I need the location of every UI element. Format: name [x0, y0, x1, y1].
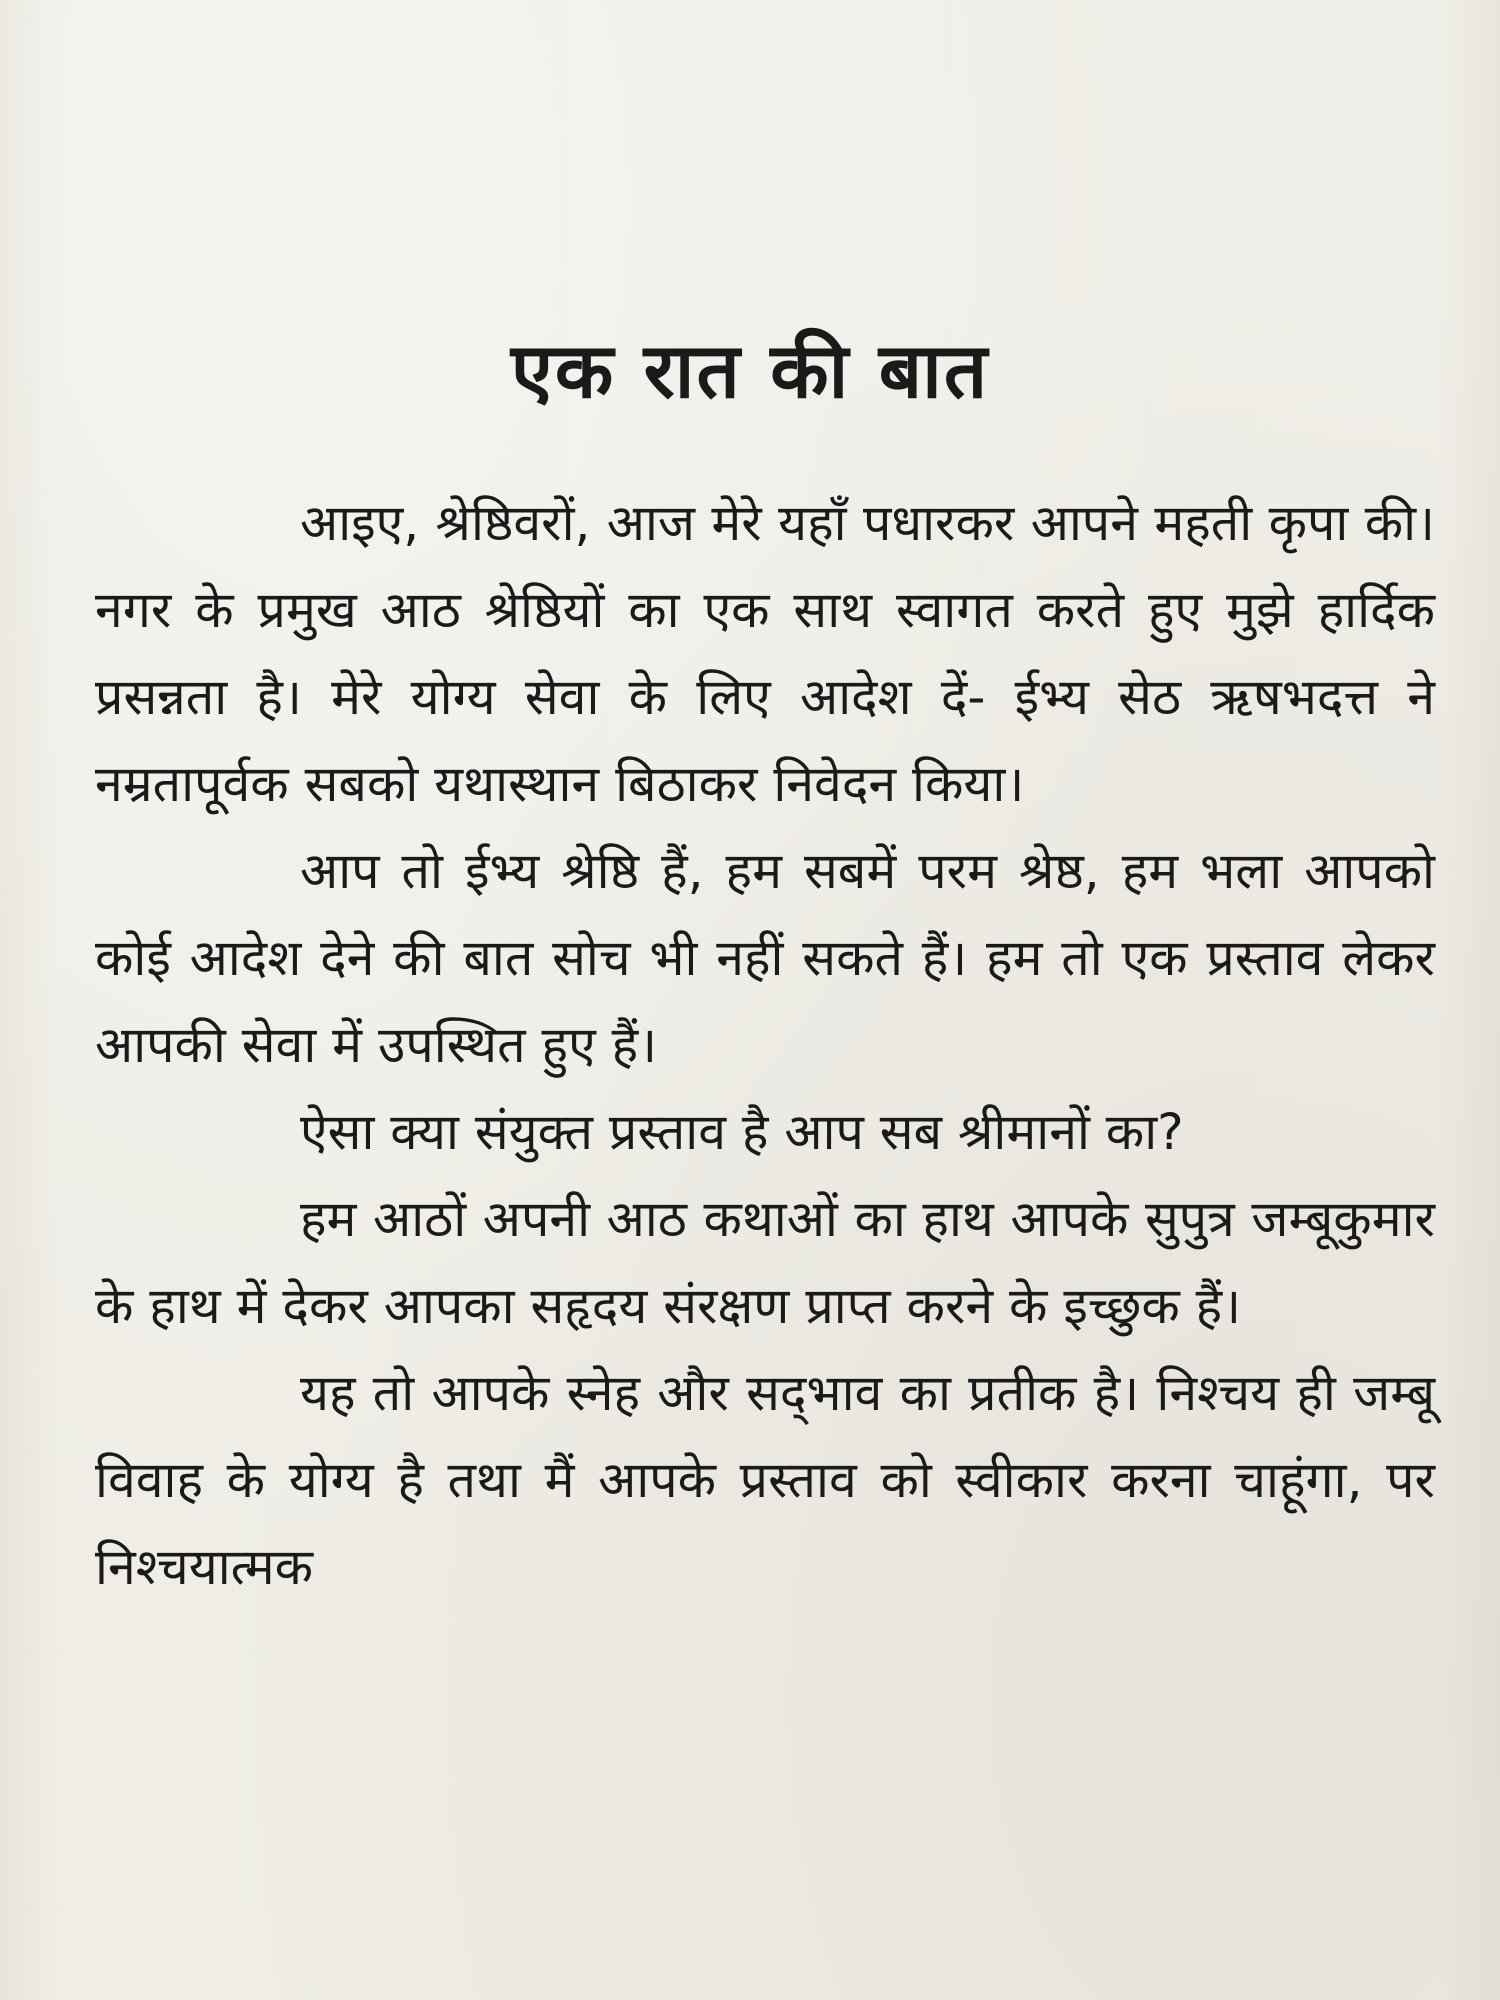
paragraph-2: आप तो ईभ्य श्रेष्ठि हैं, हम सबमें परम श्रेष्ठ, हम भला आपको कोई आदेश देने की बात सोच भी नहीं सकते हैं। हम तो एक प्रस्ताव लेकर आपकी सेवा में उपस्थित हुए हैं। — [95, 842, 1435, 1074]
chapter-title: एक रात की बात — [510, 325, 990, 415]
page-body — [95, 480, 1435, 1611]
paragraph-4: हम आठों अपनी आठ कथाओं का हाथ आपके सुपुत्र जम्बूकुमार के हाथ में देकर आपका सहृदय संरक्षण प्राप्त करने के इच्छुक हैं। — [95, 1190, 1435, 1335]
paragraph-5: यह तो आपके स्नेह और सद्‌भाव का प्रतीक है। निश्चय ही जम्बू विवाह के योग्य है तथा मैं आपके प्रस्ताव को स्वीकार करना चाहूंगा, पर निश्चयात्मक — [95, 1364, 1435, 1596]
paragraph-1: आइए, श्रेष्ठिवरों, आज मेरे यहाँ पधारकर आपने महती कृपा की। नगर के प्रमुख आठ श्रेष्ठियों का एक साथ स्वागत करते हुए मुझे हार्दिक प्रसन्नता है। मेरे योग्य सेवा के लिए आदेश दें- ईभ्य सेठ ऋषभदत्त ने नम्रतापूर्वक सबको यथास्थान बिठाकर निवेदन किया। — [95, 494, 1435, 813]
paragraph-3: ऐसा क्या संयुक्त प्रस्ताव है आप सब श्रीमानों का? — [300, 1103, 1184, 1161]
